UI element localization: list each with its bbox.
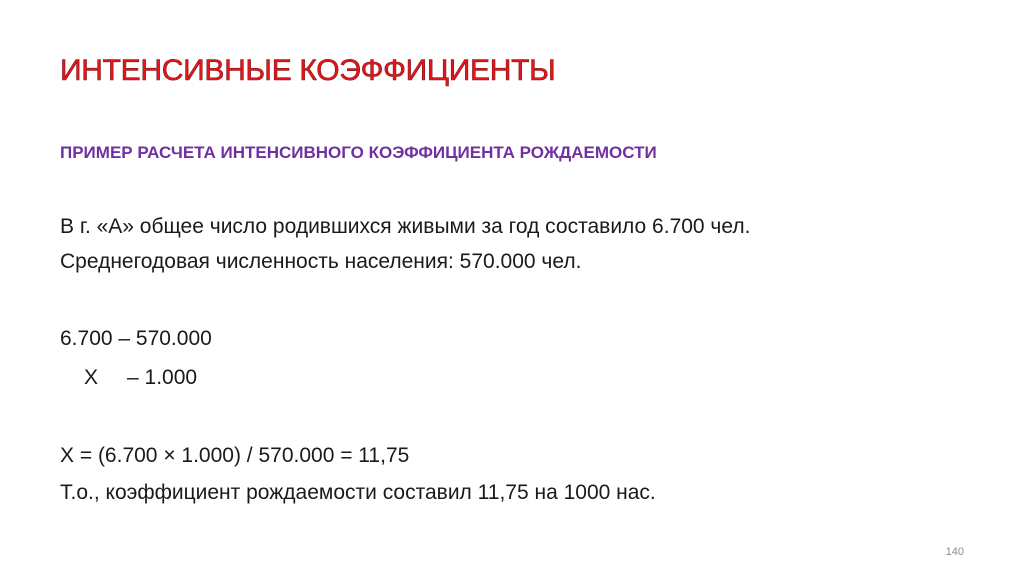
slide-subtitle: ПРИМЕР РАСЧЕТА ИНТЕНСИВНОГО КОЭФФИЦИЕНТА РОЖДАЕМОСТИ bbox=[60, 143, 657, 162]
proportion-line-1: 6.700 – 570.000 bbox=[60, 327, 212, 350]
slide-title: ИНТЕНСИВНЫЕ КОЭФФИЦИЕНТЫ bbox=[60, 54, 556, 87]
conclusion-line: Т.о., коэффициент рождаемости составил 11,75 на 1000 нас. bbox=[60, 481, 656, 504]
formula-line: X = (6.700 × 1.000) / 570.000 = 11,75 bbox=[60, 444, 410, 467]
page-number: 140 bbox=[945, 546, 964, 558]
proportion-line-2 bbox=[84, 366, 197, 390]
births-statement: В г. «А» общее число родившихся живыми за год составило 6.700 чел. bbox=[60, 215, 751, 238]
proportion-variable: X bbox=[84, 366, 99, 389]
population-statement: Среднегодовая численность населения: 570.000 чел. bbox=[60, 250, 582, 273]
proportion-value: – 1.000 bbox=[127, 366, 198, 389]
